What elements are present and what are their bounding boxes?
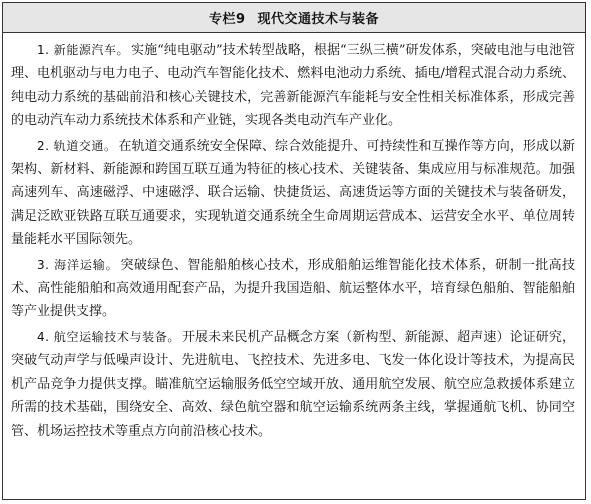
box-title-bar: [3, 3, 585, 33]
section-body: 在轨道交通系统安全保障、综合效能提升、可持续性和互操作等方向，形成以新架构、新材料、新能源和跨国互联互通为特征的核心技术、关键装备、集成应用与标准规范。加强高速列车、高速磁浮、中速磁浮、联合运输、快捷货运、高速货运等方面的关键技术与装备研发，满足泛欧亚铁路互联互通要求，实现轨道交通系统全生命周期运营成本、运营安全水平、单位周转量能耗水平国际领先。: [11, 138, 575, 248]
section-ocean-shipping: [11, 254, 575, 324]
section-rail-transit: [11, 135, 575, 252]
box-content: [11, 39, 575, 445]
section-body: 突破绿色、智能船舶核心技术，形成船舶运维智能化技术体系，研制一批高技术、高性能船舶和高效通用配套产品，为提升我国造船、航运整体水平，培育绿色船舶、智能船舶等产业提供支撑。: [11, 257, 575, 320]
section-heading: 4. 航空运输技术与装备。: [37, 329, 180, 344]
section-heading: 1. 新能源汽车。: [37, 43, 130, 57]
section-body: 开展未来民机产品概念方案（新构型、新能源、超声速）论证研究，突破气动声学与低噪声设计、先进航电、飞控技术、先进多电、飞发一体化设计等技术，为提高民机产品竞争力提供支撑。瞄准航空运输服务低空空域开放、通用航空发展、航空应急救援体系建立所需的技术基础，围绕安全、高效、绿色航空器和航空运输系统两条主线，掌握通航飞机、协同空管、机场运控技术等重点方向前沿核心技术。: [11, 329, 575, 439]
box-label: 专栏9: [208, 12, 246, 27]
box-title: 现代交通技术与装备: [257, 12, 380, 27]
section-aviation: [11, 326, 575, 443]
section-heading: 3. 海洋运输。: [37, 257, 119, 272]
section-body: 实施“纯电驱动”技术转型战略，根据“三纵三横”研发体系，突破电池与电池管理、电机驱动与电力电子、电动汽车智能化技术、燃料电池动力系统、插电/增程式混合动力系统、纯电动力系统的基础前沿和核心关键技术，完善新能源汽车能耗与安全性相关标准体系，形成完善的电动汽车动力系统技术体系和产业链，实现各类电动汽车产业化。: [11, 43, 575, 129]
feature-box: [2, 2, 586, 500]
section-new-energy-vehicles: [11, 39, 575, 133]
section-heading: 2. 轨道交通。: [37, 138, 117, 153]
